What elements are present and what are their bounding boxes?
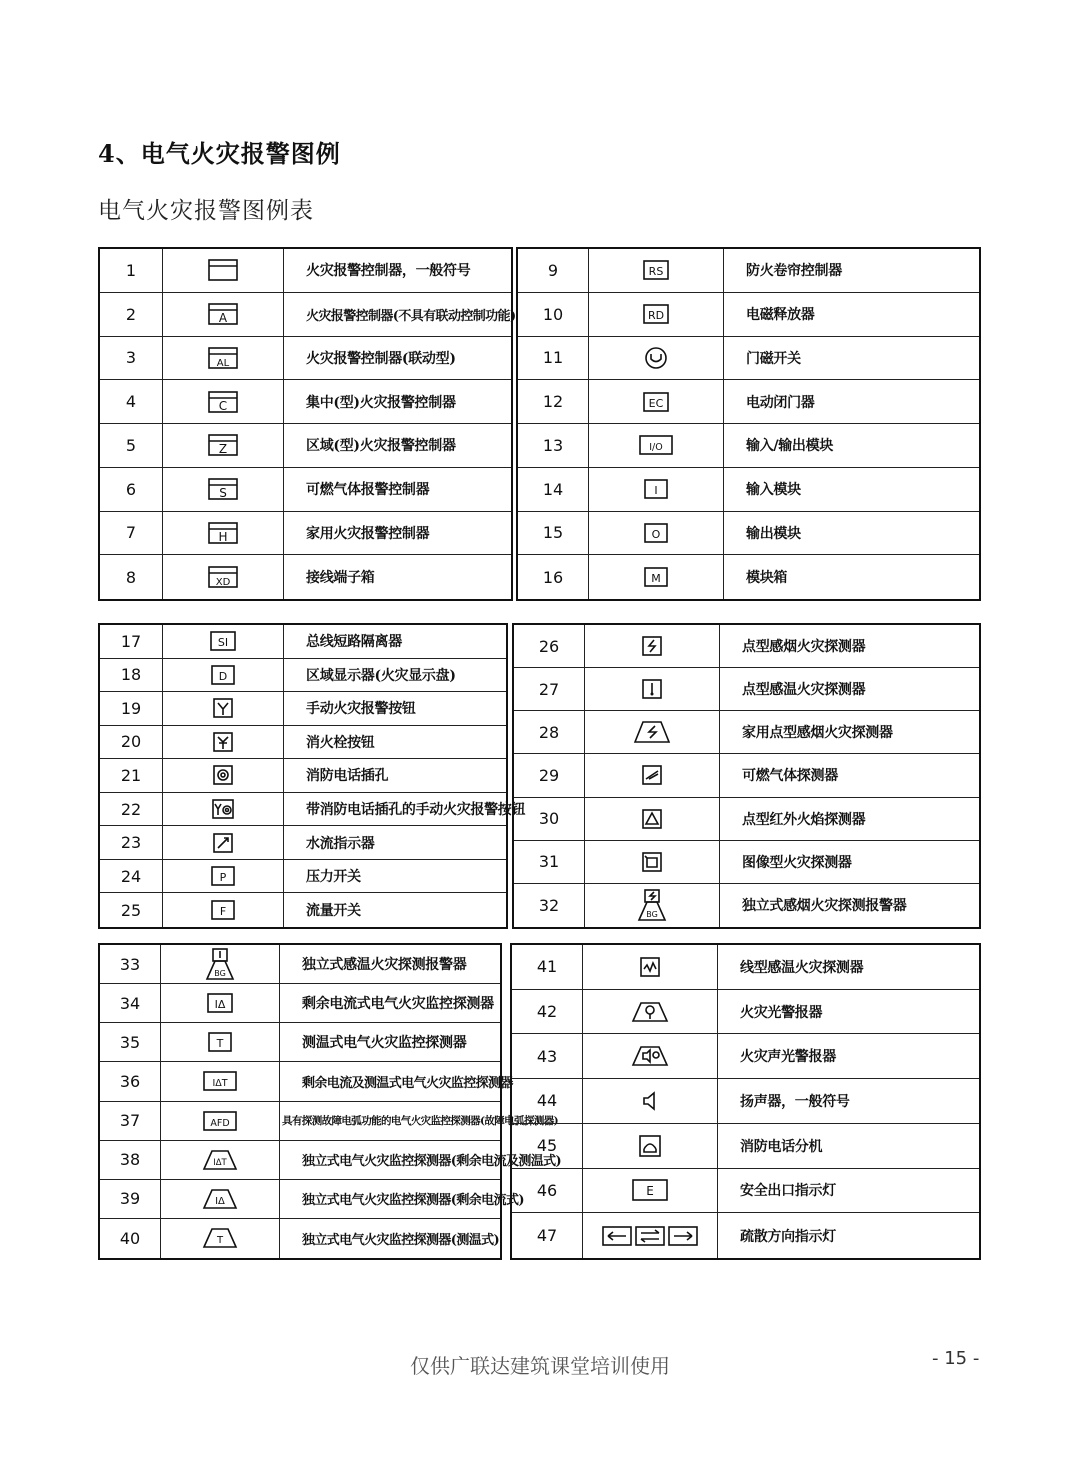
legend-description: 测温式电气火灾监控探测器 — [302, 1035, 467, 1052]
legend-description: 输入模块 — [746, 482, 801, 499]
legend-description: 疏散方向指示灯 — [740, 1228, 836, 1245]
rect-icon — [202, 1110, 238, 1132]
rect-icon — [642, 259, 670, 281]
legend-symbol — [160, 1180, 280, 1218]
rect-icon — [210, 664, 236, 686]
legend-row — [100, 337, 511, 381]
light-alarm-icon — [631, 1001, 669, 1023]
svg-text:Z: Z — [218, 442, 228, 457]
legend-number: 35 — [119, 1032, 141, 1052]
legend-description: 门磁开关 — [746, 350, 801, 367]
svg-text:O: O — [651, 527, 661, 541]
legend-number: 16 — [542, 567, 564, 587]
legend-description: 消防电话分机 — [740, 1138, 823, 1155]
legend-number: 18 — [120, 665, 142, 685]
legend-symbol — [584, 711, 720, 753]
legend-description: 接线端子箱 — [306, 570, 375, 587]
legend-row — [100, 659, 506, 693]
flow-indicator-icon — [212, 832, 234, 854]
legend-symbol — [160, 1219, 280, 1258]
legend-description: 剩余电流及测温式电气火灾监控探测器 — [302, 1075, 513, 1091]
legend-row — [100, 984, 500, 1023]
legend-symbol — [160, 1102, 280, 1140]
legend-table-6 — [510, 943, 981, 1260]
legend-symbol — [584, 668, 720, 710]
legend-description: 家用火灾报警控制器 — [306, 525, 430, 542]
legend-row — [100, 1062, 513, 1101]
door-switch-icon — [644, 346, 668, 370]
svg-text:D: D — [218, 669, 228, 683]
table-caption: 电气火灾报警图例表 — [98, 198, 314, 224]
image-detector-icon — [641, 851, 663, 873]
legend-number: 11 — [542, 348, 564, 368]
legend-row — [514, 711, 979, 754]
legend-row — [512, 1079, 979, 1124]
legend-row — [100, 1023, 500, 1062]
legend-description: 压力开关 — [306, 869, 361, 886]
legend-description: 防火卷帘控制器 — [746, 263, 842, 280]
legend-description: 可燃气体探测器 — [742, 768, 838, 785]
svg-text:E: E — [646, 1184, 654, 1199]
line-heat-icon — [639, 956, 661, 978]
legend-symbol — [588, 337, 724, 380]
legend-number: 17 — [120, 631, 142, 651]
legend-row — [100, 726, 506, 760]
legend-description: 输入/输出模块 — [746, 438, 834, 455]
legend-description: 输出模块 — [746, 525, 801, 542]
legend-description: 总线短路隔离器 — [306, 634, 402, 651]
legend-description: 独立式电气火灾监控探测器(测温式) — [302, 1232, 500, 1248]
rect-icon — [202, 1070, 238, 1092]
legend-description: 手动火灾报警按钮 — [306, 701, 416, 718]
legend-symbol — [160, 1023, 280, 1061]
legend-number: 9 — [547, 260, 559, 280]
legend-number: 25 — [120, 900, 142, 920]
legend-description: 消火栓按钮 — [306, 734, 375, 751]
legend-number: 1 — [125, 260, 137, 280]
rect-icon — [642, 391, 670, 413]
standalone-smoke-icon — [637, 888, 667, 922]
rect-icon — [643, 478, 669, 500]
legend-row — [518, 555, 979, 599]
phone-jack-icon — [212, 764, 234, 786]
rect-icon — [642, 303, 670, 325]
legend-number: 3 — [125, 348, 137, 368]
legend-symbol — [582, 1213, 718, 1258]
legend-symbol — [162, 468, 284, 511]
legend-symbol — [162, 893, 284, 927]
standalone-heat-icon — [205, 947, 235, 981]
legend-number: 20 — [120, 732, 142, 752]
hydrant-button-icon — [212, 731, 234, 753]
legend-number: 30 — [538, 809, 560, 829]
svg-text:F: F — [219, 905, 227, 919]
svg-text:I/O: I/O — [649, 442, 663, 454]
svg-text:H: H — [218, 529, 228, 544]
legend-number: 41 — [536, 957, 558, 977]
rect-icon — [209, 630, 237, 652]
legend-number: 47 — [536, 1226, 558, 1246]
legend-symbol — [588, 555, 724, 599]
legend-number: 40 — [119, 1228, 141, 1248]
legend-number: 2 — [125, 304, 137, 324]
legend-row — [100, 860, 506, 894]
legend-symbol — [588, 293, 724, 336]
svg-text:XD: XD — [215, 577, 231, 589]
legend-description: 剩余电流式电气火灾监控探测器 — [302, 996, 494, 1013]
legend-symbol — [588, 468, 724, 511]
legend-number: 4 — [125, 392, 137, 412]
legend-row — [512, 990, 979, 1035]
trap-icon — [202, 1227, 238, 1249]
svg-text:RS: RS — [648, 265, 664, 279]
legend-number: 36 — [119, 1071, 141, 1091]
legend-description: 独立式电气火灾监控探测器(剩余电流及测温式) — [302, 1154, 562, 1170]
legend-number: 23 — [120, 833, 142, 853]
legend-number: 26 — [538, 636, 560, 656]
legend-description: 消防电话插孔 — [306, 768, 389, 785]
legend-row — [518, 249, 979, 293]
speaker-icon — [640, 1090, 660, 1112]
legend-number: 45 — [536, 1136, 558, 1156]
legend-number: 14 — [542, 479, 564, 499]
legend-description: 可燃气体报警控制器 — [306, 482, 430, 499]
legend-row — [100, 1102, 559, 1141]
legend-number: 43 — [536, 1046, 558, 1066]
legend-number: 22 — [120, 799, 142, 819]
legend-description: 家用点型感烟火灾探测器 — [742, 725, 893, 742]
legend-symbol — [162, 424, 284, 467]
box-text-icon — [207, 346, 239, 370]
legend-number: 28 — [538, 722, 560, 742]
legend-description: 带消防电话插孔的手动火灾报警按钮 — [306, 802, 526, 819]
svg-text:S: S — [219, 486, 227, 501]
legend-number: 42 — [536, 1002, 558, 1022]
legend-symbol — [162, 555, 284, 599]
legend-row — [512, 1169, 979, 1214]
legend-description: 模块箱 — [746, 570, 788, 587]
legend-symbol — [588, 424, 724, 467]
legend-number: 32 — [538, 895, 560, 915]
svg-text:AL: AL — [216, 357, 230, 369]
legend-number: 44 — [536, 1091, 558, 1111]
legend-number: 24 — [120, 866, 142, 886]
legend-symbol — [162, 380, 284, 423]
legend-row — [514, 668, 979, 711]
legend-row — [100, 793, 526, 827]
box-text-icon — [207, 477, 239, 501]
svg-text:RD: RD — [647, 309, 665, 323]
legend-description: 电动闭门器 — [746, 394, 815, 411]
svg-text:IΔT: IΔT — [213, 1157, 227, 1168]
legend-number: 7 — [125, 523, 137, 543]
section-heading: 4、电气火灾报警图例 — [98, 139, 341, 168]
legend-table-1 — [98, 247, 516, 601]
legend-row — [100, 759, 506, 793]
legend-symbol — [162, 726, 284, 759]
legend-symbol — [162, 337, 284, 380]
svg-text:EC: EC — [648, 396, 664, 410]
legend-description: 点型感温火灾探测器 — [742, 682, 866, 699]
legend-description: 独立式感烟火灾探测报警器 — [742, 898, 907, 915]
legend-symbol — [162, 826, 284, 859]
legend-symbol — [582, 1124, 718, 1168]
legend-description: 集中(型)火灾报警控制器 — [306, 394, 456, 411]
legend-row — [518, 424, 979, 468]
legend-symbol — [162, 625, 284, 658]
manual-button-icon — [212, 697, 234, 719]
trap-icon — [202, 1149, 238, 1171]
legend-description: 火灾报警控制器(不具有联动控制功能) — [306, 308, 516, 324]
legend-number: 19 — [120, 698, 142, 718]
legend-symbol — [588, 249, 724, 292]
legend-row — [514, 798, 979, 841]
legend-row — [100, 293, 516, 337]
gas-detector-icon — [641, 764, 663, 786]
legend-row — [100, 893, 506, 927]
trap-icon — [202, 1188, 238, 1210]
legend-symbol — [162, 692, 284, 725]
svg-text:IΔ: IΔ — [214, 998, 226, 1012]
svg-text:BG: BG — [646, 910, 658, 920]
box-text-icon — [207, 521, 239, 545]
sound-light-alarm-icon — [631, 1045, 669, 1067]
legend-symbol — [160, 1062, 280, 1100]
rect-icon — [638, 434, 674, 456]
legend-row — [100, 625, 506, 659]
legend-number: 37 — [119, 1111, 141, 1131]
legend-symbol — [162, 512, 284, 555]
legend-description: 火灾声光警报器 — [740, 1049, 836, 1066]
legend-description: 电磁释放器 — [746, 307, 815, 324]
legend-number: 13 — [542, 435, 564, 455]
legend-symbol — [582, 990, 718, 1034]
phone-extension-icon — [638, 1134, 662, 1158]
svg-text:T: T — [216, 1037, 224, 1051]
legend-row — [512, 1124, 979, 1169]
legend-number: 31 — [538, 852, 560, 872]
legend-number: 8 — [125, 567, 137, 587]
legend-table-4 — [512, 623, 981, 929]
legend-symbol — [162, 249, 284, 292]
legend-number: 33 — [119, 954, 141, 974]
legend-description: 流量开关 — [306, 903, 361, 920]
legend-number: 27 — [538, 679, 560, 699]
legend-symbol — [584, 754, 720, 796]
legend-number: 29 — [538, 765, 560, 785]
svg-text:IΔT: IΔT — [212, 1078, 228, 1090]
box-plain-icon — [207, 258, 239, 282]
legend-row — [100, 826, 506, 860]
legend-row — [518, 512, 979, 556]
svg-text:I: I — [654, 484, 658, 498]
legend-table-3 — [98, 623, 526, 929]
legend-row — [514, 841, 979, 884]
legend-number: 10 — [542, 304, 564, 324]
legend-row — [100, 380, 511, 424]
legend-number: 21 — [120, 765, 142, 785]
home-smoke-icon — [633, 720, 671, 744]
legend-table-2 — [516, 247, 981, 601]
legend-symbol — [582, 1079, 718, 1123]
legend-number: 34 — [119, 993, 141, 1013]
legend-number: 12 — [542, 392, 564, 412]
legend-description: 区域显示器(火灾显示盘) — [306, 667, 456, 684]
svg-text:M: M — [651, 572, 661, 586]
legend-description: 图像型火灾探测器 — [742, 854, 852, 871]
page-number: - 15 - — [932, 1348, 980, 1369]
legend-number: 6 — [125, 479, 137, 499]
legend-row — [100, 468, 511, 512]
legend-description: 线型感温火灾探测器 — [740, 959, 864, 976]
legend-symbol — [584, 841, 720, 883]
legend-symbol — [582, 1034, 718, 1078]
legend-symbol — [162, 793, 284, 826]
legend-row — [518, 468, 979, 512]
box-text-icon — [207, 302, 239, 326]
legend-symbol — [582, 945, 718, 989]
legend-row — [518, 380, 979, 424]
legend-description: 火灾光警报器 — [740, 1004, 823, 1021]
button-jack-icon — [211, 798, 235, 820]
legend-symbol — [584, 798, 720, 840]
legend-number: 39 — [119, 1189, 141, 1209]
legend-symbol — [582, 1169, 718, 1213]
box-text-icon — [207, 390, 239, 414]
rect-icon — [210, 899, 236, 921]
legend-number: 5 — [125, 435, 137, 455]
legend-row — [518, 337, 979, 381]
legend-description: 独立式感温火灾探测报警器 — [302, 957, 467, 974]
legend-description: 具有探测故障电弧功能的电气火灾监控探测器(故障电弧探测器) — [282, 1115, 559, 1128]
legend-row — [100, 512, 511, 556]
legend-description: 火灾报警控制器，一般符号 — [306, 263, 471, 280]
legend-description: 独立式电气火灾监控探测器(剩余电流式) — [302, 1193, 524, 1209]
rect-icon — [207, 1031, 233, 1053]
legend-description: 点型红外火焰探测器 — [742, 811, 866, 828]
svg-text:P: P — [219, 871, 227, 885]
legend-symbol — [584, 625, 720, 667]
legend-symbol — [160, 945, 280, 983]
legend-row — [100, 1219, 500, 1258]
legend-row — [514, 884, 979, 927]
legend-row — [100, 945, 500, 984]
legend-symbol — [160, 1141, 280, 1179]
svg-text:BG: BG — [214, 969, 226, 979]
rect-icon — [206, 992, 234, 1014]
legend-row — [100, 1180, 524, 1219]
svg-text:AFD: AFD — [210, 1117, 230, 1129]
box-text-icon — [207, 565, 239, 589]
smoke-detector-icon — [641, 635, 663, 657]
legend-number: 38 — [119, 1150, 141, 1170]
legend-row — [514, 754, 979, 797]
legend-symbol — [162, 759, 284, 792]
legend-row — [100, 555, 511, 599]
box-text-icon — [207, 433, 239, 457]
legend-description: 扬声器，一般符号 — [740, 1093, 850, 1110]
svg-text:A: A — [218, 311, 228, 326]
legend-symbol — [162, 659, 284, 692]
svg-text:SI: SI — [217, 636, 229, 650]
legend-description: 火灾报警控制器(联动型) — [306, 350, 456, 367]
legend-number: 15 — [542, 523, 564, 543]
legend-description: 安全出口指示灯 — [740, 1183, 836, 1200]
legend-symbol — [162, 860, 284, 893]
legend-symbol — [160, 984, 280, 1022]
rect-icon — [643, 566, 669, 588]
rect-wide-icon — [631, 1178, 669, 1202]
legend-symbol — [588, 380, 724, 423]
legend-description: 水流指示器 — [306, 835, 375, 852]
footer-note: 仅供广联达建筑课堂培训使用 — [410, 1354, 670, 1378]
legend-symbol — [162, 293, 284, 336]
svg-text:T: T — [216, 1235, 224, 1247]
legend-row — [514, 625, 979, 668]
legend-description: 点型感烟火灾探测器 — [742, 639, 866, 656]
legend-number: 46 — [536, 1180, 558, 1200]
legend-description: 区域(型)火灾报警控制器 — [306, 438, 456, 455]
legend-row — [518, 293, 979, 337]
svg-text:IΔ: IΔ — [215, 1195, 225, 1207]
legend-row — [512, 945, 979, 990]
svg-text:C: C — [218, 398, 228, 413]
rect-icon — [210, 865, 236, 887]
heat-detector-icon — [641, 678, 663, 700]
legend-row — [512, 1213, 979, 1258]
legend-row — [100, 692, 506, 726]
legend-symbol — [588, 512, 724, 555]
legend-row — [512, 1034, 979, 1079]
evac-direction-icon — [601, 1225, 699, 1247]
legend-symbol — [584, 884, 720, 927]
flame-detector-icon — [641, 808, 663, 830]
rect-icon — [643, 522, 669, 544]
legend-row — [100, 249, 511, 293]
legend-row — [100, 424, 511, 468]
